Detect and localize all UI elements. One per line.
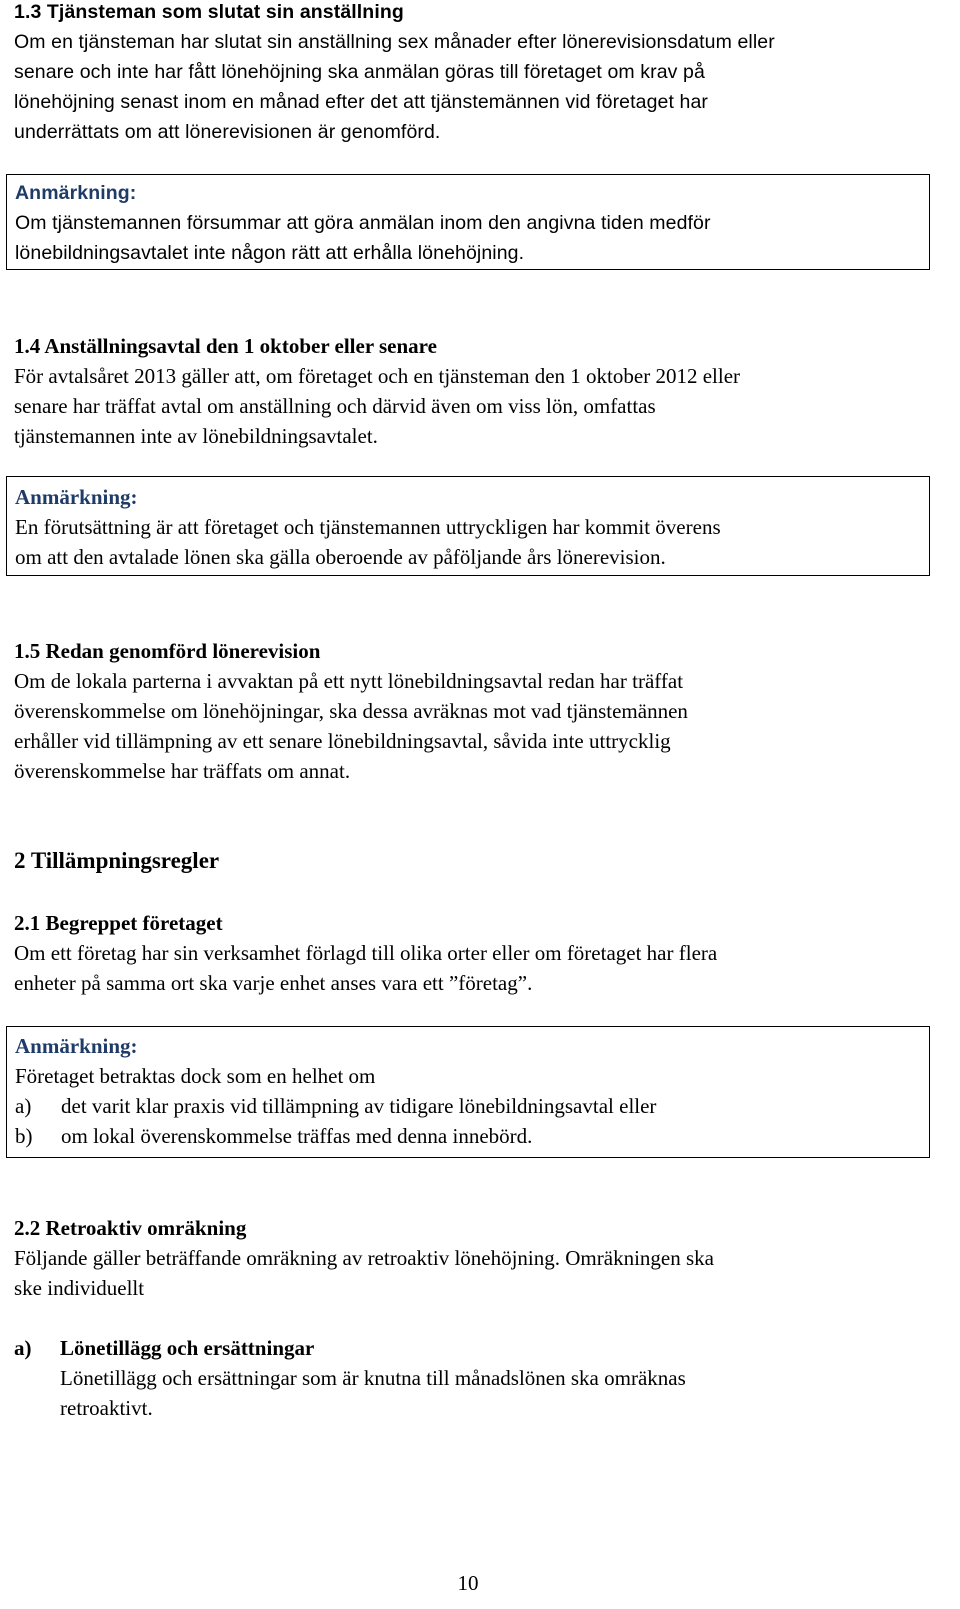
list-item-text: om lokal överenskommelse träffas med denna innebörd. bbox=[61, 1124, 533, 1148]
section-2-2-subsection-a bbox=[14, 1333, 914, 1423]
section-1-3-heading: 1.3 Tjänsteman som slutat sin anställning bbox=[14, 1, 404, 23]
note-label: Anmärkning: bbox=[15, 182, 137, 204]
subsection-text: Lönetillägg och ersättningar som är knutna till månadslönen ska omräknas bbox=[60, 1366, 686, 1390]
note-intro: Företaget betraktas dock som en helhet om bbox=[15, 1064, 376, 1088]
section-1-4-heading: 1.4 Anställningsavtal den 1 oktober eller senare bbox=[14, 334, 437, 358]
page-number: 10 bbox=[457, 1571, 479, 1595]
body-line: underrättats om att lönerevisionen är genomförd. bbox=[14, 121, 441, 143]
body-line: Om de lokala parterna i avvaktan på ett nytt lönebildningsavtal redan har träffat bbox=[14, 669, 684, 693]
section-2-2-heading: 2.2 Retroaktiv omräkning bbox=[14, 1216, 247, 1240]
section-1-5-body bbox=[14, 666, 688, 786]
body-line: senare och inte har fått lönehöjning ska anmälan göras till företaget om krav på bbox=[14, 61, 705, 83]
list-marker: a) bbox=[14, 1336, 32, 1360]
body-line: senare har träffat avtal om anställning och därvid även om viss lön, omfattas bbox=[14, 394, 656, 418]
section-1-4-body bbox=[14, 361, 740, 451]
body-line: tjänstemannen inte av lönebildningsavtalet. bbox=[14, 424, 378, 448]
body-line: Följande gäller beträffande omräkning av retroaktiv lönehöjning. Omräkningen ska bbox=[14, 1246, 714, 1270]
note-line: En förutsättning är att företaget och tjänstemannen uttryckligen har kommit överens bbox=[15, 515, 721, 539]
chapter-2-heading: 2 Tillämpningsregler bbox=[14, 848, 220, 873]
subsection-heading-row bbox=[14, 1333, 914, 1363]
body-line: lönehöjning senast inom en månad efter det att tjänstemännen vid företaget har bbox=[14, 91, 708, 113]
note-list-item bbox=[15, 1091, 929, 1121]
note-box-2-1 bbox=[6, 1026, 930, 1158]
section-1-3-body bbox=[14, 27, 775, 147]
note-box-1-4 bbox=[6, 476, 930, 576]
note-box-1-3 bbox=[6, 174, 930, 270]
note-line: Om tjänstemannen försummar att göra anmälan inom den angivna tiden medför bbox=[15, 212, 711, 234]
body-line: ske individuellt bbox=[14, 1276, 145, 1300]
body-line: erhåller vid tillämpning av ett senare lönebildningsavtal, såvida inte uttrycklig bbox=[14, 729, 671, 753]
body-line: Om en tjänsteman har slutat sin anställning sex månader efter lönerevisionsdatum eller bbox=[14, 31, 775, 53]
subsection-heading: Lönetillägg och ersättningar bbox=[60, 1336, 315, 1360]
list-item-text: det varit klar praxis vid tillämpning av tidigare lönebildningsavtal eller bbox=[61, 1094, 657, 1118]
note-label: Anmärkning: bbox=[15, 1034, 138, 1058]
subsection-line bbox=[14, 1363, 914, 1393]
body-line: För avtalsåret 2013 gäller att, om företaget och en tjänsteman den 1 oktober 2012 eller bbox=[14, 364, 741, 388]
section-2-1-body bbox=[14, 938, 717, 998]
section-1-5-heading: 1.5 Redan genomförd lönerevision bbox=[14, 639, 321, 663]
body-line: enheter på samma ort ska varje enhet anses vara ett ”företag”. bbox=[14, 971, 533, 995]
note-label: Anmärkning: bbox=[15, 485, 138, 509]
note-list-item bbox=[15, 1121, 929, 1151]
section-2-2-body bbox=[14, 1243, 714, 1303]
list-marker: a) bbox=[15, 1094, 32, 1118]
body-line: överenskommelse om lönehöjningar, ska dessa avräknas mot vad tjänstemännen bbox=[14, 699, 688, 723]
body-line: överenskommelse har träffats om annat. bbox=[14, 759, 351, 783]
subsection-text: retroaktivt. bbox=[60, 1396, 153, 1420]
list-marker: b) bbox=[15, 1124, 33, 1148]
body-line: Om ett företag har sin verksamhet förlagd till olika orter eller om företaget har flera bbox=[14, 941, 718, 965]
section-2-1-heading: 2.1 Begreppet företaget bbox=[14, 911, 223, 935]
note-line: om att den avtalade lönen ska gälla oberoende av påföljande års lönerevision. bbox=[15, 545, 666, 569]
note-line: lönebildningsavtalet inte någon rätt att erhålla lönehöjning. bbox=[15, 242, 525, 264]
subsection-line bbox=[14, 1393, 914, 1423]
